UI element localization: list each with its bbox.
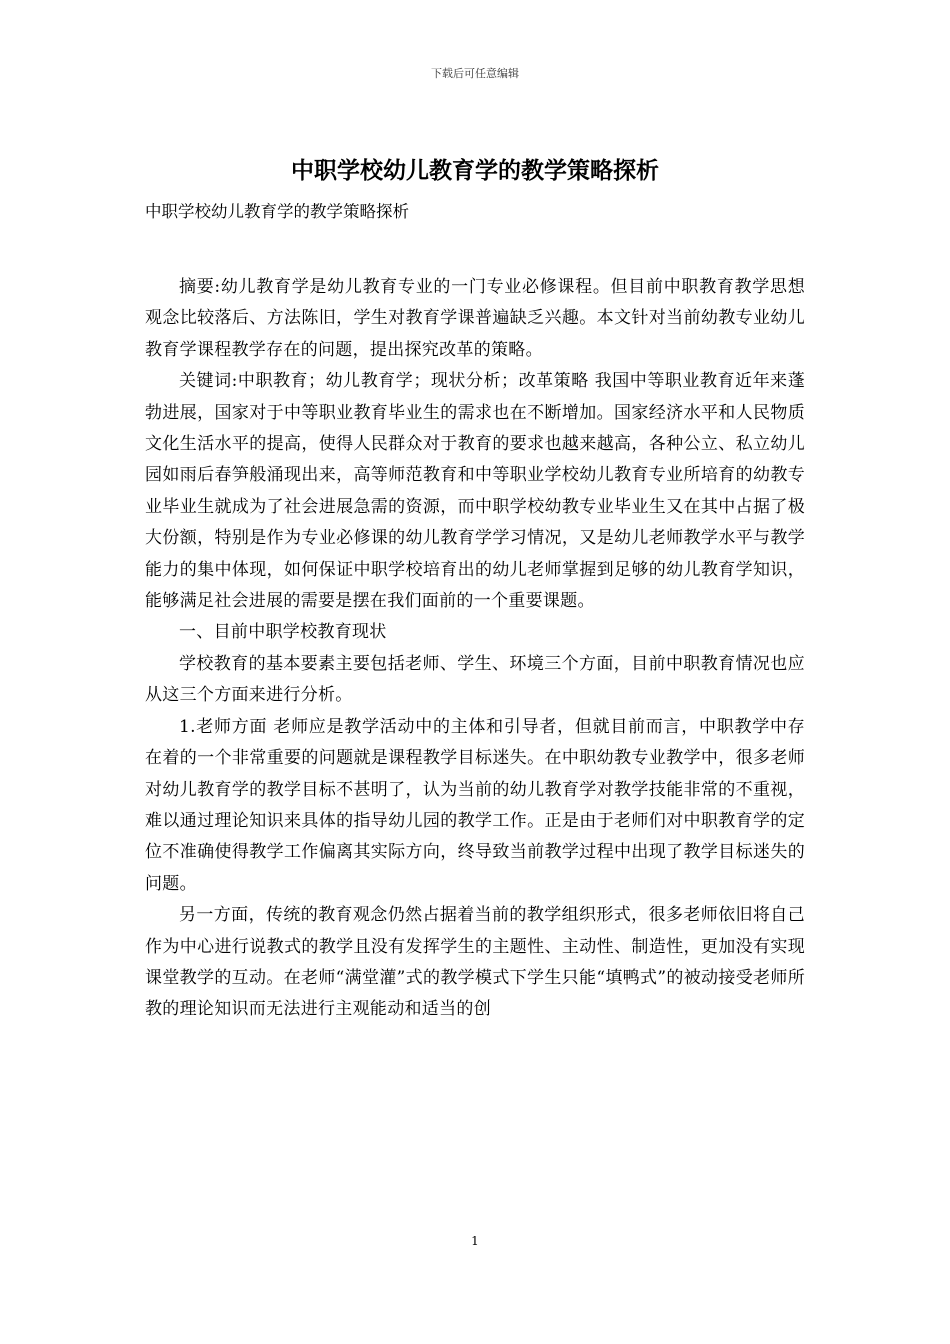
paragraph: 1.老师方面 老师应是教学活动中的主体和引导者，但就目前而言，中职教学中存在着的一个非常重要的问题就是课程教学目标迷失。在中职幼教专业教学中，很多老师对幼儿教育学的教学目标不甚明了，认为当前的幼儿教育学对教学技能非常的不重视，难以通过理论知识来具体的指导幼儿园的教学工作。正是由于老师们对中职教育学的定位不准确使得教学工作偏离其实际方向，终导致当前教学过程中出现了教学目标迷失的问题。: [145, 716, 805, 894]
page-title: 中职学校幼儿教育学的教学策略探析: [291, 157, 659, 184]
paragraph: 学校教育的基本要素主要包括老师、学生、环境三个方面，目前中职教育情况也应从这三个方面来进行分析。: [145, 653, 805, 706]
paragraph-keywords: 关键词:中职教育；幼儿教育学；现状分析；改革策略 我国中等职业教育近年来蓬勃进展，国家对于中等职业教育毕业生的需求也在不断增加。国家经济水平和人民物质文化生活水平的提高，使得人民群众对于教育的要求也越来越高，各种公立、私立幼儿园如雨后春笋般涌现出来，高等师范教育和中等职业学校幼儿教育专业所培育的幼教专业毕业生就成为了社会进展急需的资源，而中职学校幼教专业毕业生又在其中占据了极大份额，特别是作为专业必修课的幼儿教育学学习情况，又是幼儿老师教学水平与教学能力的集中体现，如何保证中职学校培育出的幼儿老师掌握到足够的幼儿教育学知识，能够满足社会进展的需要是摆在我们面前的一个重要课题。: [145, 371, 805, 612]
page-number: 1: [471, 1234, 479, 1248]
section-heading: 一、目前中职学校教育现状: [179, 622, 387, 643]
document-body: [145, 272, 805, 1026]
paragraph-abstract: 摘要:幼儿教育学是幼儿教育专业的一门专业必修课程。但目前中职教育教学思想观念比较落后、方法陈旧，学生对教育学课普遍缺乏兴趣。本文针对当前幼教专业幼儿教育学课程教学存在的问题，提出探究改革的策略。: [145, 277, 805, 360]
subtitle: 中职学校幼儿教育学的教学策略探析: [145, 202, 409, 221]
paragraph: 另一方面，传统的教育观念仍然占据着当前的教学组织形式，很多老师依旧将自己作为中心进行说教式的教学且没有发挥学生的主题性、主动性、制造性，更加没有实现课堂教学的互动。在老师“满堂灌”式的教学模式下学生只能“填鸭式”的被动接受老师所教的理论知识而无法进行主观能动和适当的创: [145, 905, 805, 1020]
page-header: 下载后可任意编辑: [431, 67, 519, 80]
